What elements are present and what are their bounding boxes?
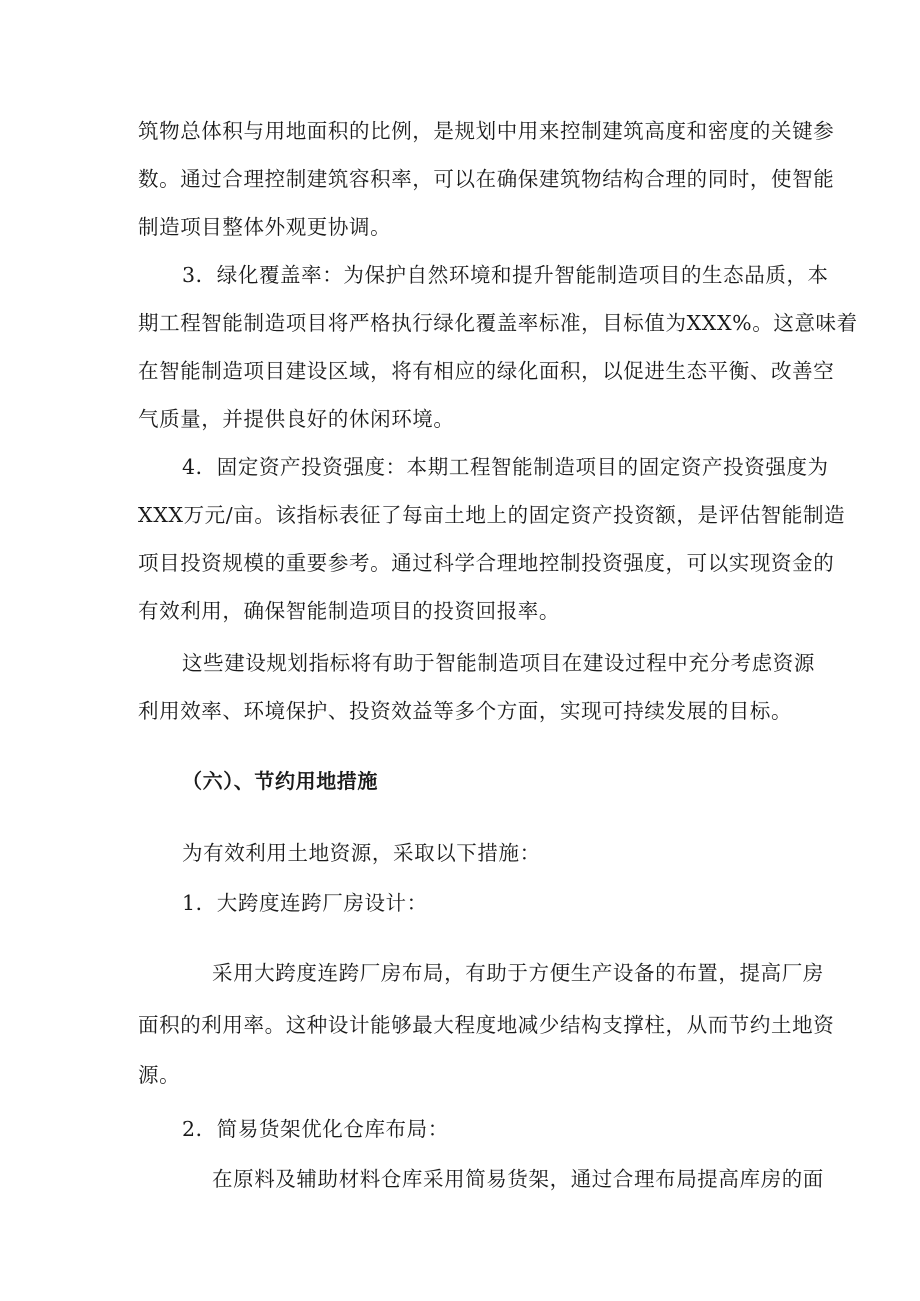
paragraph-line: 有效利用，确保智能制造项目的投资回报率。 — [138, 599, 560, 623]
paragraph-line: 在原料及辅助材料仓库采用简易货架，通过合理布局提高库房的面 — [212, 1167, 824, 1191]
paragraph-line: 采用大跨度连跨厂房布局，有助于方便生产设备的布置，提高厂房 — [212, 961, 824, 985]
paragraph-line: 筑物总体积与用地面积的比例，是规划中用来控制建筑高度和密度的关键参 — [138, 119, 835, 143]
paragraph-line: 面积的利用率。这种设计能够最大程度地减少结构支撑柱，从而节约土地资 — [138, 1013, 835, 1037]
paragraph-line: 期工程智能制造项目将严格执行绿化覆盖率标准，目标值为XXX%。这意味着 — [138, 311, 858, 335]
paragraph-line: 3．绿化覆盖率：为保护自然环境和提升智能制造项目的生态品质，本 — [182, 263, 829, 287]
paragraph-line: 项目投资规模的重要参考。通过科学合理地控制投资强度，可以实现资金的 — [138, 551, 835, 575]
paragraph-line: 利用效率、环境保护、投资效益等多个方面，实现可持续发展的目标。 — [138, 699, 793, 723]
paragraph-line: 这些建设规划指标将有助于智能制造项目在建设过程中充分考虑资源 — [182, 651, 815, 675]
list-item-title: 2．简易货架优化仓库布局： — [182, 1117, 449, 1141]
paragraph-line: 4．固定资产投资强度：本期工程智能制造项目的固定资产投资强度为 — [182, 455, 829, 479]
paragraph-line: 数。通过合理控制建筑容积率，可以在确保建筑物结构合理的同时，使智能 — [138, 167, 835, 191]
paragraph-line: 制造项目整体外观更协调。 — [138, 215, 392, 239]
paragraph-line: 为有效利用土地资源，采取以下措施： — [182, 841, 541, 865]
section-heading: （六）、节约用地措施 — [182, 769, 378, 793]
list-item-title: 1．大跨度连跨厂房设计： — [182, 891, 428, 915]
paragraph-line: 源。 — [138, 1063, 181, 1087]
paragraph-line: XXX万元/亩。该指标表征了每亩土地上的固定资产投资额，是评估智能制造 — [138, 503, 846, 527]
paragraph-line: 在智能制造项目建设区域，将有相应的绿化面积，以促进生态平衡、改善空 — [138, 359, 835, 383]
paragraph-line: 气质量，并提供良好的休闲环境。 — [138, 407, 455, 431]
